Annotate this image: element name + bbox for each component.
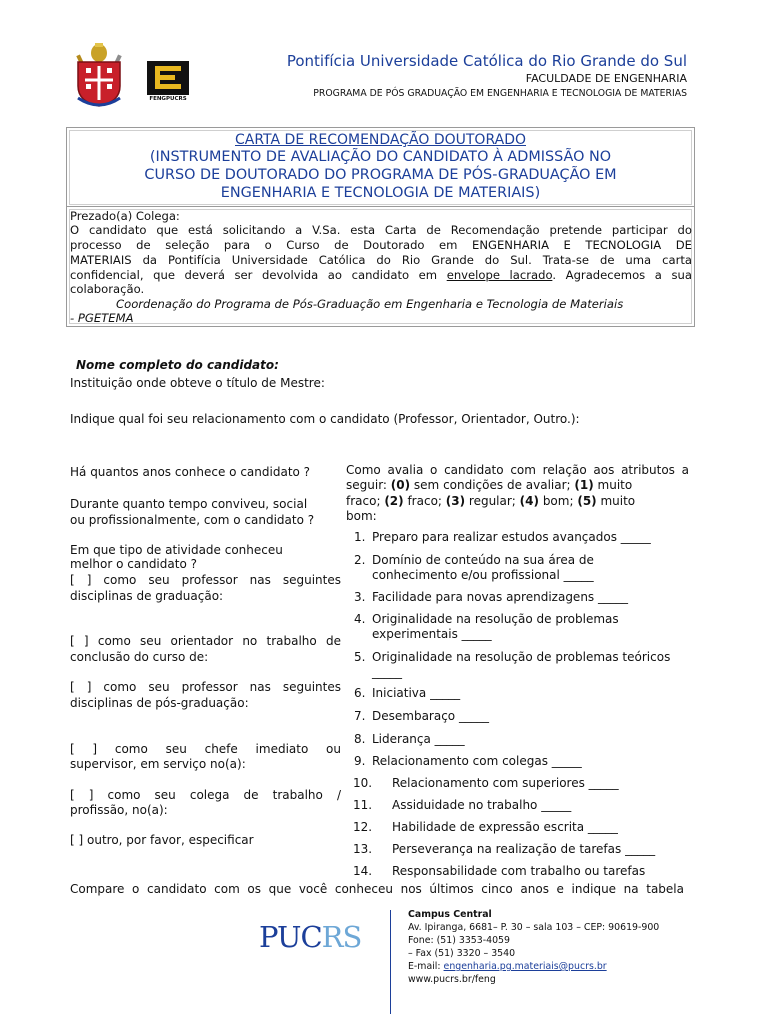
- document-subtitle-line-2: CURSO DE DOUTORADO DO PROGRAMA DE PÓS-GRADUAÇÃO EM: [144, 167, 617, 183]
- campus-fax: – Fax (51) 3320 – 3540: [408, 948, 516, 959]
- email-label: E-mail:: [408, 961, 444, 972]
- rating-item-number: 5.: [354, 650, 366, 664]
- pucrs-logo-puc: PUC: [259, 920, 322, 954]
- pucrs-logo-rs: RS: [321, 920, 362, 954]
- rating-item-number: 7.: [354, 709, 366, 723]
- option-other[interactable]: [ ] outro, por favor, especificar: [70, 833, 254, 847]
- rating-item-number: 6.: [354, 686, 366, 700]
- campus-address: Av. Ipiranga, 6681– P. 30 – sala 103 – CEP: 90619-900: [408, 922, 660, 933]
- letter-line-1: O candidato que está solicitando a V.Sa. esta Carta de Recomendação pretende participar do: [70, 223, 692, 237]
- email-link[interactable]: engenharia.pg.materiais@pucrs.br: [443, 961, 607, 972]
- letter-signature-acronym: - PGETEMA: [70, 311, 134, 325]
- rating-item-number: 2.: [354, 553, 366, 567]
- rating-item-text[interactable]: Relacionamento com superiores _____: [392, 776, 619, 790]
- document-title: CARTA DE RECOMENDAÇÃO DOUTORADO: [235, 132, 526, 148]
- feng-logo: [147, 61, 189, 105]
- rating-item-text[interactable]: Domínio de conteúdo na sua área de: [372, 553, 594, 567]
- activity-label-1: Em que tipo de atividade conheceu: [70, 543, 283, 557]
- feng-logo-text: FENGPUCRS: [149, 96, 187, 102]
- rating-item-number: 11.: [353, 798, 373, 812]
- campus-name: Campus Central: [408, 909, 492, 920]
- option-supervisor-cont: supervisor, em serviço no(a):: [70, 757, 246, 771]
- rating-item-text[interactable]: Liderança _____: [372, 732, 465, 746]
- rating-item-text[interactable]: Originalidade na resolução de problemas: [372, 612, 619, 626]
- rating-item-number: 1.: [354, 530, 366, 544]
- rating-item-number: 9.: [354, 754, 366, 768]
- rating-item-text[interactable]: Facilidade para novas aprendizagens _____: [372, 590, 628, 604]
- coexist-label-2: ou profissionalmente, com o candidato ?: [70, 513, 315, 527]
- sealed-envelope-text: envelope lacrado: [446, 268, 553, 282]
- option-postgrad-professor-cont: disciplinas de pós-graduação:: [70, 696, 249, 710]
- option-supervisor[interactable]: [ ] como seu chefe imediato ou: [70, 742, 341, 756]
- rating-item-text-cont: experimentais _____: [372, 627, 492, 641]
- letter-line-4: [70, 268, 692, 282]
- campus-website[interactable]: www.pucrs.br/feng: [408, 974, 496, 985]
- rating-item-number: 4.: [354, 612, 366, 626]
- document-subtitle-line-1: (INSTRUMENTO DE AVALIAÇÃO DO CANDIDATO À ADMISSÃO NO: [149, 149, 612, 165]
- option-coworker[interactable]: [ ] como seu colega de trabalho /: [70, 788, 341, 802]
- pucrs-logo: [259, 920, 361, 954]
- letter-line-4-end: . Agradecemos a sua: [552, 268, 692, 282]
- university-crest-logo: [68, 40, 130, 110]
- rating-intro-2: seguir: (0) sem condições de avaliar; (1) muito: [346, 478, 633, 492]
- rating-item-text-cont: _____: [372, 665, 402, 679]
- letter-line-2: processo de seleção para o Curso de Doutorado em ENGENHARIA E TECNOLOGIA DE: [70, 238, 692, 252]
- activity-label-2: melhor o candidato ?: [70, 557, 197, 571]
- rating-item-number: 13.: [353, 842, 373, 856]
- rating-item-text[interactable]: Preparo para realizar estudos avançados _____: [372, 530, 651, 544]
- compare-instruction: Compare o candidato com os que você conheceu nos últimos cinco anos e indique na tabela: [70, 882, 684, 896]
- candidate-name-label: Nome completo do candidato:: [76, 358, 279, 372]
- footer-divider: [390, 910, 391, 1014]
- faculty-name: FACULDADE DE ENGENHARIA: [525, 72, 687, 85]
- rating-item-number: 3.: [354, 590, 366, 604]
- document-subtitle-line-3: ENGENHARIA E TECNOLOGIA DE MATERIAIS): [220, 185, 541, 201]
- rating-intro-1: Como avalia o candidato com relação aos atributos a: [346, 463, 689, 477]
- rating-item-text[interactable]: Perseverança na realização de tarefas _____: [392, 842, 656, 856]
- letter-line-4-start: confidencial, que deverá ser devolvida ao candidato em: [70, 268, 447, 282]
- rating-item-number: 8.: [354, 732, 366, 746]
- letter-greeting: Prezado(a) Colega:: [70, 209, 180, 223]
- relationship-label: Indique qual foi seu relacionamento com o candidato (Professor, Orientador, Outro.):: [70, 412, 580, 426]
- rating-item-text[interactable]: Habilidade de expressão escrita _____: [392, 820, 618, 834]
- rating-item-text[interactable]: Assiduidade no trabalho _____: [392, 798, 572, 812]
- campus-email: [408, 961, 607, 972]
- rating-item-text[interactable]: Desembaraço _____: [372, 709, 489, 723]
- rating-item-text[interactable]: Responsabilidade com trabalho ou tarefas: [392, 864, 646, 878]
- option-coworker-cont: profissão, no(a):: [70, 803, 168, 817]
- option-thesis-advisor[interactable]: [ ] como seu orientador no trabalho de: [70, 634, 341, 648]
- rating-item-text[interactable]: Relacionamento com colegas _____: [372, 754, 582, 768]
- option-postgrad-professor[interactable]: [ ] como seu professor nas seguintes: [70, 680, 341, 694]
- letter-line-5: colaboração.: [70, 282, 145, 296]
- rating-intro-3: fraco; (2) fraco; (3) regular; (4) bom; (5) muito: [346, 494, 636, 508]
- option-thesis-advisor-cont: conclusão do curso de:: [70, 650, 209, 664]
- rating-intro-4: bom:: [346, 509, 377, 523]
- rating-item-number: 14.: [353, 864, 373, 878]
- letter-signature: Coordenação do Programa de Pós-Graduação em Engenharia e Tecnologia de Materiais: [116, 297, 624, 311]
- rating-item-number: 12.: [353, 820, 373, 834]
- program-name: PROGRAMA DE PÓS GRADUAÇÃO EM ENGENHARIA E TECNOLOGIA DE MATERIAS: [313, 88, 687, 99]
- rating-item-text[interactable]: Iniciativa _____: [372, 686, 461, 700]
- institution-label: Instituição onde obteve o título de Mestre:: [70, 376, 325, 390]
- rating-item-text-cont: conhecimento e/ou profissional _____: [372, 568, 594, 582]
- rating-item-number: 10.: [353, 776, 373, 790]
- years-known-label: Há quantos anos conhece o candidato ?: [70, 465, 311, 479]
- letter-line-3: MATERIAIS da Pontifícia Universidade Católica do Rio Grande do Sul. Trata-se de uma carta: [70, 253, 692, 267]
- university-name: Pontifícia Universidade Católica do Rio Grande do Sul: [286, 52, 687, 70]
- coexist-label-1: Durante quanto tempo conviveu, social: [70, 497, 308, 511]
- campus-phone: Fone: (51) 3353-4059: [408, 935, 510, 946]
- option-graduation-professor[interactable]: [ ] como seu professor nas seguintes: [70, 573, 341, 587]
- option-graduation-professor-cont: disciplinas de graduação:: [70, 589, 224, 603]
- rating-item-text[interactable]: Originalidade na resolução de problemas teóricos: [372, 650, 671, 664]
